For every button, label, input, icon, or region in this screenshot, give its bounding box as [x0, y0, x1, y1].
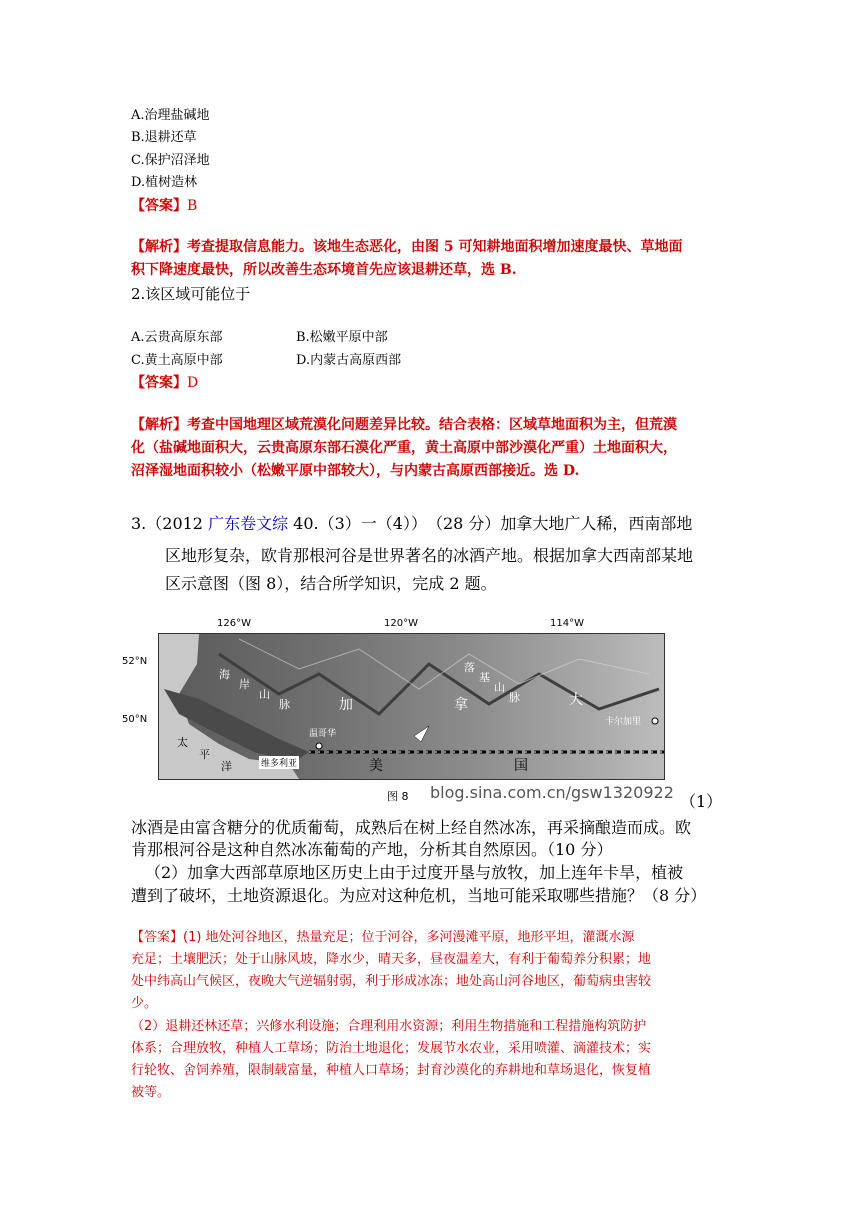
q2-option-d: D.内蒙古高原西部: [296, 353, 402, 368]
answer3-line-5: （2）退耕还林还草；兴修水利设施；合理利用水资源；利用生物措施和工程措施构筑防护: [131, 1019, 647, 1034]
answer3-line-8: 被等。: [131, 1085, 171, 1100]
answer3-line-2: 充足；土壤肥沃；处于山脉风坡，降水少，晴天多，昼夜温差大，有利于葡萄养分积累；地: [131, 952, 652, 967]
lat-tick-50: 50°N: [122, 714, 148, 725]
q2-option-c: C.黄土高原中部: [131, 353, 223, 368]
lat-tick-52: 52°N: [122, 656, 148, 667]
map-label-hai: 海: [219, 668, 230, 681]
map-label-yang: 洋: [221, 760, 232, 773]
map-label-mai2: 脉: [509, 691, 520, 704]
q2-option-b: B.松嫩平原中部: [296, 330, 388, 345]
map-label-mei: 美: [369, 758, 383, 774]
answer3-line-3: 处中纬高山气候区，夜晚大气逆辐射弱，利于形成冰冻；地处高山河谷地区，葡萄病虫害较: [131, 974, 652, 989]
q1-option-c: C.保护沼泽地: [131, 153, 210, 168]
q1-option-b: B.退耕还草: [131, 130, 197, 145]
answer3-line-1: 【答案】(1) 地处河谷地区，热量充足；位于河谷，多河漫滩平原，地形平坦，灌溉水源: [131, 930, 635, 945]
q3-sub2-line-2: 遭到了破坏，土地资源退化。为应对这种危机，当地可能采取哪些措施？（8 分）: [131, 886, 707, 905]
map-label-da: 大: [569, 692, 583, 708]
map-label-shan2: 山: [494, 681, 505, 694]
q2-stem: 2.该区域可能位于: [131, 285, 251, 303]
q3-sub1-line-1: 冰酒是由富含糖分的优质葡萄，成熟后在树上经自然冰冻，再采摘酿造而成。欧: [131, 818, 692, 837]
map-label-ji: 基: [479, 671, 490, 684]
map-terrain: [159, 634, 664, 779]
q2-analysis-line-1: 【解析】考查中国地理区域荒漠化问题差异比较。结合表格：区域草地面积为主，但荒漠: [131, 417, 677, 433]
map-label-tai: 太: [177, 736, 188, 749]
map-label-guo: 国: [514, 758, 528, 774]
lon-tick-126: 126°W: [217, 618, 251, 629]
lon-tick-120: 120°W: [384, 618, 418, 629]
q2-analysis-line-2: 化（盐碱地面积大，云贵高原东部石漠化严重，黄土高原中部沙漠化严重）土地面积大，: [131, 440, 677, 456]
answer-value: D: [187, 375, 199, 391]
q3-sub1-line-2: 肯那根河谷是这种自然冰冻葡萄的产地，分析其自然原因。（10 分）: [131, 840, 613, 859]
q3-stem-line-2: 区地形复杂，欧肯那根河谷是世界著名的冰酒产地。根据加拿大西南部某地: [165, 546, 694, 565]
q3-sub2-line-1: （2）加拿大西部草原地区历史上由于过度开垦与放牧，加上连年卡旱，植被: [145, 863, 684, 882]
figure-8-map: [158, 633, 665, 780]
q2-answer: [131, 372, 198, 392]
answer-value: B: [187, 198, 198, 214]
q2-analysis-line-3: 沼泽湿地面积较小（松嫩平原中部较大），与内蒙古高原西部接近。选 D.: [131, 463, 580, 479]
q3-sub1-marker: （1）: [680, 792, 723, 811]
q1-option-d: D.植树造林: [131, 175, 198, 190]
q3-source-link[interactable]: 广东卷文综: [208, 514, 289, 533]
q1-analysis-line-2: 积下降速度最快，所以改善生态环境首先应该退耕还草，选 B.: [131, 262, 517, 278]
map-label-na: 拿: [454, 697, 468, 713]
q1-analysis-line-1: 【解析】考查提取信息能力。该地生态恶化，由图 5 可知耕地面积增加速度最快、草地面: [131, 239, 683, 255]
q3-stem-line-3: 区示意图（图 8），结合所学知识，完成 2 题。: [165, 574, 497, 593]
map-label-ping: 平: [199, 748, 210, 761]
q1-option-a: A.治理盐碱地: [131, 108, 210, 123]
answer3-line-4: 少。: [131, 996, 158, 1011]
map-label-jia: 加: [339, 697, 353, 713]
map-label-shan1: 山: [259, 688, 270, 701]
q3-stem-line-1: [131, 512, 692, 536]
map-label-calgary: 卡尔加里: [605, 717, 642, 727]
map-label-vancouver: 温哥华: [309, 729, 337, 739]
q2-option-a: A.云贵高原东部: [131, 330, 223, 345]
map-label-mai1: 脉: [279, 698, 290, 711]
answer-label: 【答案】: [131, 198, 187, 214]
answer-label: 【答案】: [131, 375, 187, 391]
watermark: blog.sina.com.cn/gsw1320922: [430, 783, 674, 802]
figure-caption: 图 8: [387, 790, 409, 803]
lon-tick-114: 114°W: [550, 618, 584, 629]
answer3-line-6: 体系；合理放牧，种植人工草场；防治土地退化；发展节水农业，采用喷灌、滴灌技术；实: [131, 1041, 652, 1056]
map-label-an: 岸: [239, 678, 250, 691]
map-label-luo: 落: [464, 661, 475, 674]
q1-answer: [131, 195, 197, 215]
answer3-line-7: 行轮牧、舍饲养殖，限制载富量，种植人口草场；封育沙漠化的弃耕地和草场退化，恢复植: [131, 1063, 652, 1078]
map-label-victoria: 维多利亚: [259, 756, 299, 769]
q3-suffix: 40.（3）一（4）） （28 分）加拿大地广人稀，西南部地: [288, 514, 693, 533]
q3-prefix: 3.（2012: [131, 514, 209, 533]
